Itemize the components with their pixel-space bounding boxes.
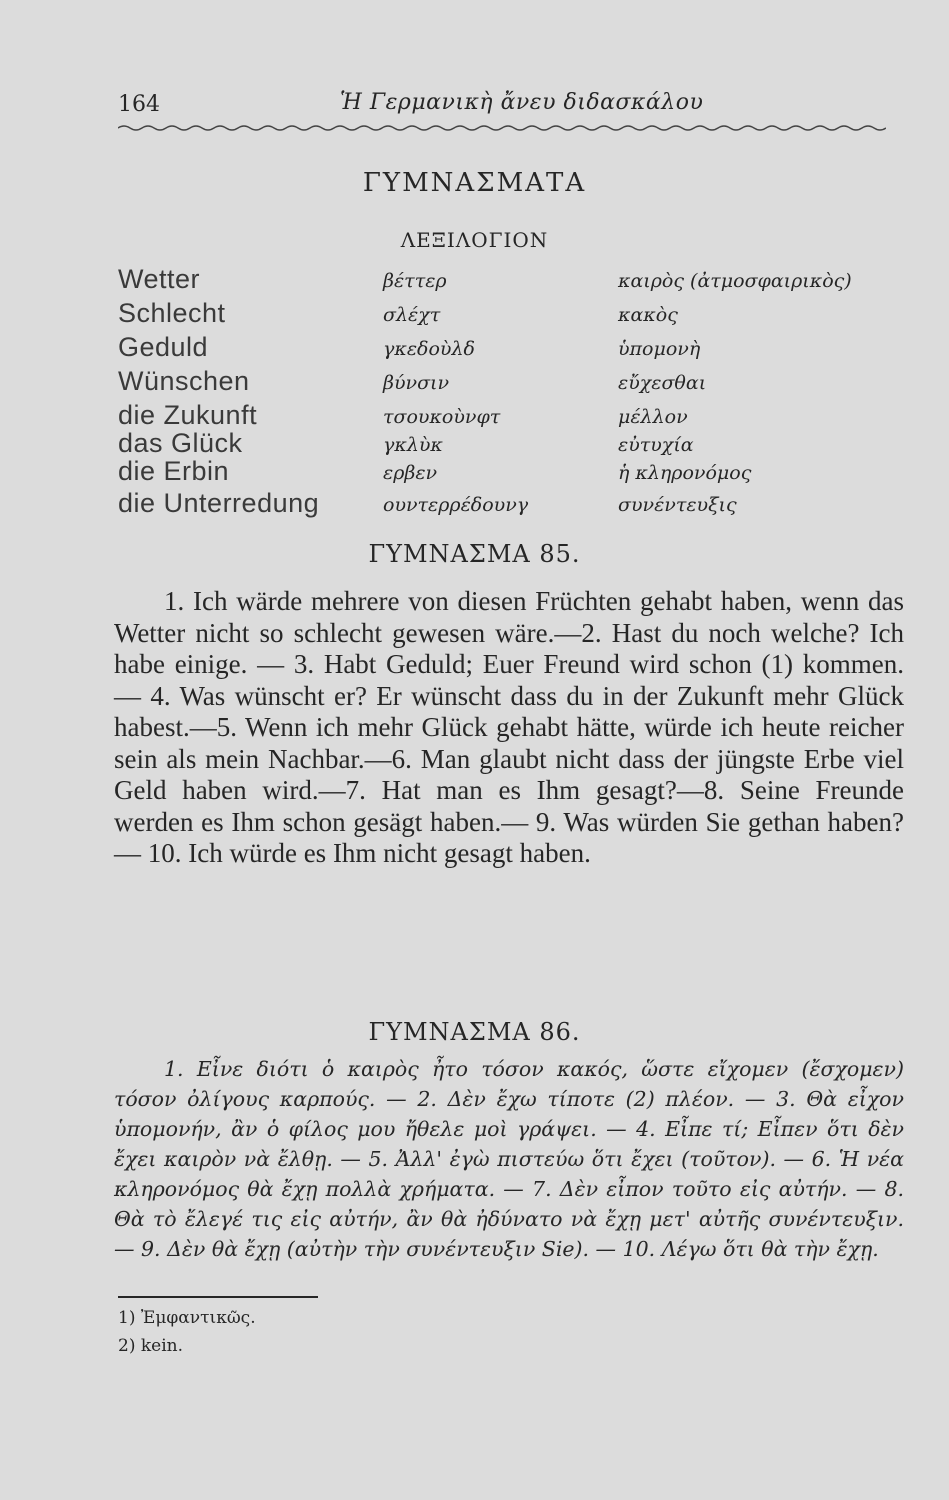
lexicon-greek: καιρὸς (ἀτμοσφαιρικὸς) [618, 270, 852, 292]
lexicon-transliteration: βύνσιν [383, 372, 450, 394]
lexicon-greek: ἡ κληρονόμος [618, 462, 752, 484]
lexicon-transliteration: βέττερ [383, 270, 447, 292]
lexicon-greek: συνέντευξις [618, 494, 737, 516]
lexicon-greek: εὐτυχία [618, 434, 694, 456]
lexicon-german: die Zukunft [118, 400, 258, 430]
exercise-85-title: ΓΥΜΝΑΣΜΑ 85. [368, 540, 581, 568]
lexicon-german: Schlecht [118, 298, 226, 328]
lexicon-transliteration: τσουκοὺνφτ [383, 406, 501, 428]
lexicon-german: die Unterredung [118, 488, 320, 518]
lexicon-german: Wünschen [118, 366, 250, 396]
lexicon-row [118, 456, 908, 488]
exercise-86-paragraph: 1. Εἶνε διότι ὁ καιρὸς ἦτο τόσον κακός, ὥστε εἴχομεν (ἔσχομεν) τόσον ὀλίγους καρπούς. — 2. Δὲν ἔχω τίποτε (2) πλέον. — 3. Θὰ εἶχον ὑπομονήν, ἂν ὁ φίλος μου ἤθελε μοὶ γράψει. — 4. Εἶπε τί; Εἶπεν ὅτι δὲν ἔχει καιρὸν νὰ ἔλθῃ. — 5. Ἀλλ' ἐγὼ πιστεύω ὅτι ἔχει (τοῦτον). — 6. Ἡ νέα κληρονόμος θὰ ἔχῃ πολλὰ χρήματα. — 7. Δὲν εἶπον τοῦτο εἰς αὐτήν. — 8. Θὰ τὸ ἔλεγέ τις εἰς αὐτήν, ἂν θὰ ἠδύνατο νὰ ἔχῃ μετ' αὐτῆς συνέντευξιν. — 9. Δὲν θὰ ἔχῃ (αὐτὴν τὴν συνέντευξιν Sie). — 10. Λέγω ὅτι θὰ τὴν ἔχῃ. [114, 1057, 904, 1261]
lexicon-greek: κακὸς [618, 304, 678, 326]
lexicon-german: die Erbin [118, 456, 230, 486]
lexicon-transliteration: γκλὺκ [383, 434, 443, 456]
footnote-2: 2) kein. [118, 1336, 184, 1356]
exercise-86-title: ΓΥΜΝΑΣΜΑ 86. [368, 1018, 581, 1046]
lexicon-german: Geduld [118, 332, 209, 362]
running-title: Ἡ Γερμανικὴ ἄνευ διδασκάλου [340, 90, 704, 115]
lexicon-row [118, 298, 908, 330]
lexicon-german: das Glück [118, 428, 243, 458]
lexicon-transliteration: γκεδοὺλδ [383, 338, 475, 360]
section-title: ΓΥΜΝΑΣΜΑΤΑ [362, 168, 587, 198]
lexicon-transliteration: ουντερρέδουνγ [383, 494, 529, 516]
lexicon-row [118, 264, 908, 296]
footnote-1: 1) Ἐμφαντικῶς. [118, 1308, 256, 1328]
exercise-85-text [114, 586, 904, 870]
lexicon-title: ΛΕΞΙΛΟΓΙΟΝ [400, 228, 549, 252]
lexicon-row [118, 332, 908, 364]
lexicon-greek: μέλλον [618, 406, 688, 428]
footnote-rule [118, 1296, 318, 1298]
lexicon-transliteration: ερβεν [383, 462, 438, 484]
exercise-86-text [114, 1054, 904, 1264]
exercise-85-paragraph: 1. Ich wärde mehrere von diesen Früchten gehabt haben, wenn das Wetter nicht so schlecht gewesen wäre.—2. Hast du noch welche? Ich habe einige. — 3. Habt Geduld; Euer Freund wird schon (1) kommen. — 4. Was wünscht er? Er wünscht dass du in der Zukunft mehr Glück habest.—5. Wenn ich mehr Glück gehabt hätte, würde ich heute reicher sein als mein Nachbar.—6. Man glaubt nicht dass der jüngste Erbe viel Geld haben wird.—7. Hat man es Ihm gesagt?—8. Seine Freunde werden es Ihm schon gesägt haben.— 9. Was würden Sie gethan haben? — 10. Ich würde es Ihm nicht gesagt haben. [114, 586, 904, 868]
header-wavy-rule [118, 124, 886, 132]
lexicon-row [118, 488, 908, 520]
lexicon-row [118, 366, 908, 398]
lexicon-greek: ὑπομονὴ [618, 338, 701, 360]
lexicon-german: Wetter [118, 264, 201, 294]
page-number: 164 [118, 92, 160, 117]
lexicon-greek: εὔχεσθαι [618, 372, 707, 394]
lexicon-transliteration: σλέχτ [383, 304, 441, 326]
